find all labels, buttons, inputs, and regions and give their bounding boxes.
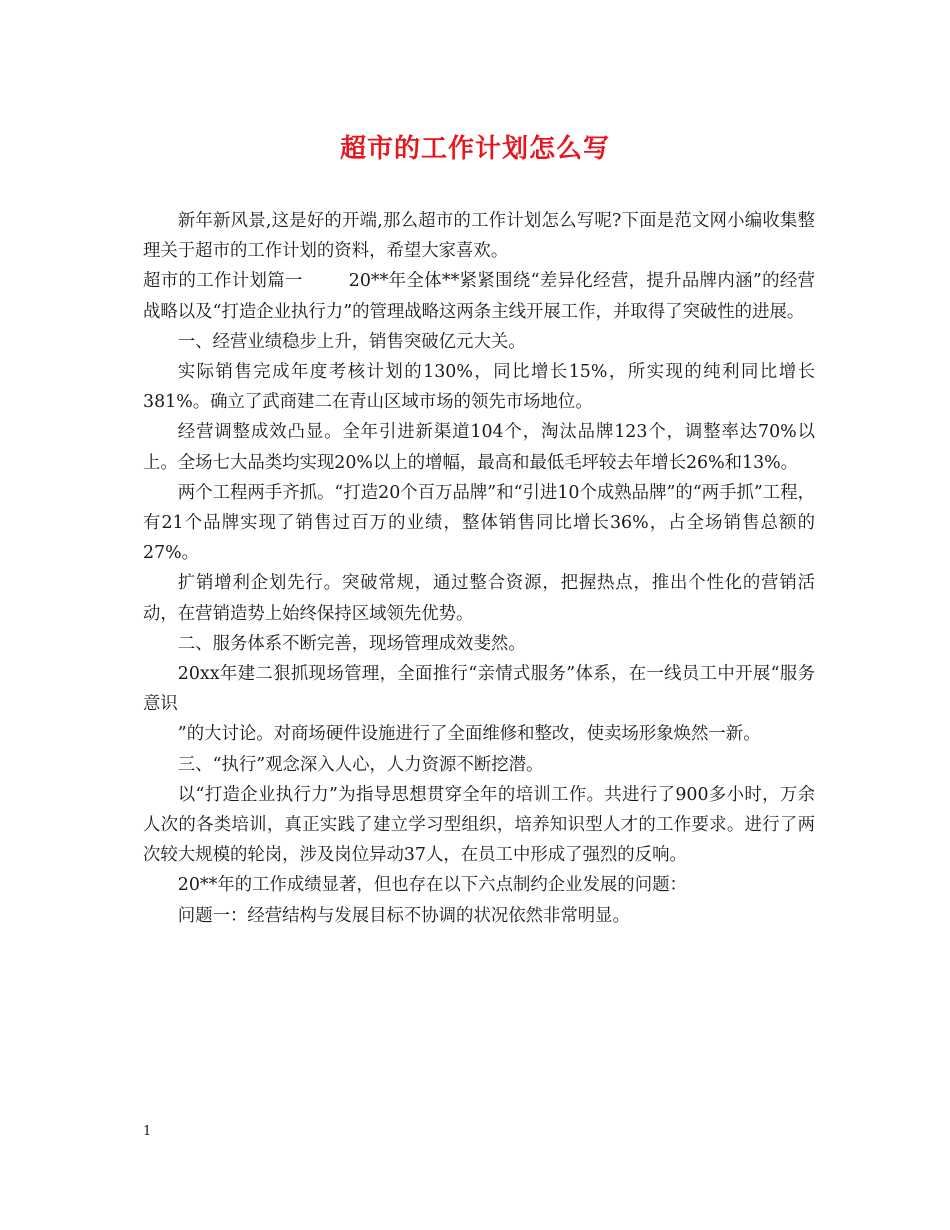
paragraph-training: 以“打造企业执行力”为指导思想贯穿全年的培训工作。共进行了900多小时，万余人次的各类培训，真正实践了建立学习型组织，培养知识型人才的工作要求。进行了两次较大规模的轮岗，涉及岗位异动37人，在员工中形成了强烈的反响。 bbox=[143, 784, 815, 866]
section-label: 超市的工作计划篇一 bbox=[143, 271, 303, 292]
paragraph-heading-3: 三、“执行”观念深入人心，人力资源不断挖潜。 bbox=[177, 754, 544, 775]
paragraph-service-continued: ”的大讨论。对商场硬件设施进行了全面维修和整改，使卖场形象焕然一新。 bbox=[177, 724, 761, 745]
paragraph-sales: 实际销售完成年度考核计划的130%，同比增长15%，所实现的纯利同比增长381%。确立了武商建二在青山区域市场的领先市场地位。 bbox=[143, 362, 815, 413]
paragraph-two-projects: 两个工程两手齐抓。“打造20个百万品牌”和“引进10个成熟品牌”的“两手抓”工程，有21个品牌实现了销售过百万的业绩，整体销售同比增长36%，占全场销售总额的27%。 bbox=[143, 482, 815, 564]
paragraph-intro: 新年新风景,这是好的开端,那么超市的工作计划怎么写呢?下面是范文网小编收集整理关于超市的工作计划的资料，希望大家喜欢。 bbox=[143, 211, 815, 262]
paragraph-marketing: 扩销增利企划先行。突破常规，通过整合资源，把握热点，推出个性化的营销活动，在营销造势上始终保持区域领先优势。 bbox=[143, 573, 815, 624]
paragraph-problem-1: 问题一：经营结构与发展目标不协调的状况依然非常明显。 bbox=[177, 905, 630, 926]
paragraph-section-heading bbox=[143, 266, 815, 326]
paragraph-adjustment: 经营调整成效凸显。全年引进新渠道104个，淘汰品牌123个，调整率达70%以上。全场七大品类均实现20%以上的增幅，最高和最低毛坪较去年增长26%和13%。 bbox=[143, 422, 815, 473]
page-number: 1 bbox=[143, 1124, 152, 1139]
document-title: 超市的工作计划怎么写 bbox=[339, 134, 610, 164]
paragraph-service: 20xx年建二狠抓现场管理，全面推行“亲情式服务”体系，在一线员工中开展“服务意识 bbox=[143, 664, 815, 715]
section-lead-text: 20**年全体**紧紧围绕“差异化经营，提升品牌内涵”的经营战略以及“打造企业执行力”的管理战略这两条主线开展工作，并取得了突破性的进展。 bbox=[143, 271, 815, 322]
paragraph-problems-intro: 20**年的工作成绩显著，但也存在以下六点制约企业发展的问题： bbox=[177, 875, 687, 896]
paragraph-heading-1: 一、经营业绩稳步上升，销售突破亿元大关。 bbox=[177, 331, 526, 352]
document-body bbox=[143, 206, 815, 931]
paragraph-heading-2: 二、服务体系不断完善，现场管理成效斐然。 bbox=[177, 633, 526, 654]
